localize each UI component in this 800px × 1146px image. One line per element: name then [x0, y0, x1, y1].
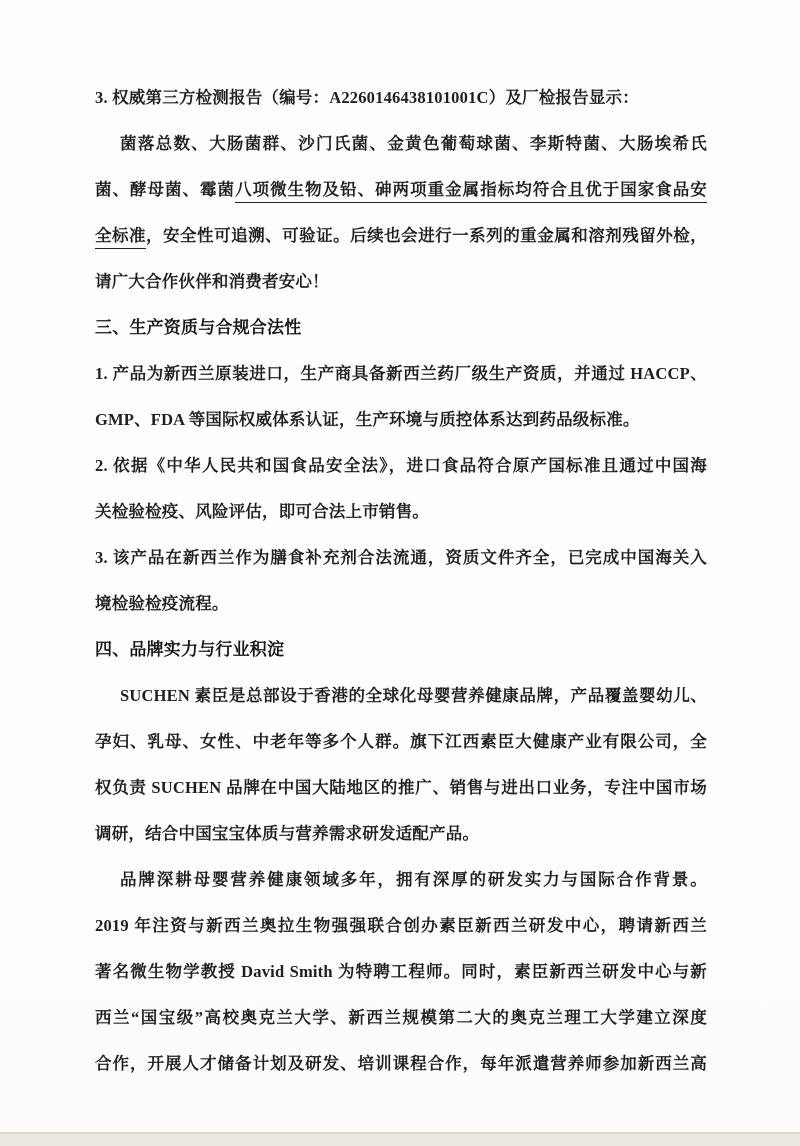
text-segment: 请广大合作伙伴和消费者安心！: [95, 272, 329, 291]
text-segment: ，安全性可追溯、可验证。后续也会进行一系列的重金属和溶剂残留外检，: [146, 226, 707, 245]
text-segment: SUCHEN 素臣是总部设于香港的全球化母婴营养健康品牌，产品覆盖婴幼儿、: [120, 686, 707, 705]
text-line: [95, 765, 707, 811]
text-segment: 孕妇、乳母、女性、中老年等多个人群。旗下江西素臣大健康产业有限公司，全: [95, 732, 707, 751]
text-segment: 1. 产品为新西兰原装进口，生产商具备新西兰药厂级生产资质，并通过 HACCP、: [95, 364, 707, 383]
document-body: [95, 75, 707, 1087]
text-line: [95, 719, 707, 765]
section-heading: [95, 627, 707, 673]
text-line: [95, 121, 707, 167]
text-line: [95, 351, 707, 397]
text-line: [95, 489, 707, 535]
text-line: [95, 995, 707, 1041]
text-line: [95, 443, 707, 489]
text-line: [95, 535, 707, 581]
text-line: [95, 903, 707, 949]
text-segment: 合作，开展人才储备计划及研发、培训课程合作，每年派遣营养师参加新西兰高: [95, 1054, 707, 1073]
underlined-text: 八项微生物及铅、砷两项重金属指标均符合且优于国家食品安: [235, 180, 707, 203]
text-line: [95, 213, 707, 259]
text-segment: 权负责 SUCHEN 品牌在中国大陆地区的推广、销售与进出口业务，专注中国市场: [95, 778, 707, 797]
text-segment: 著名微生物学教授 David Smith 为特聘工程师。同时，素臣新西兰研发中心与新: [95, 962, 707, 981]
page-bottom-edge: [0, 1132, 800, 1146]
text-segment: 境检验检疫流程。: [95, 594, 229, 613]
text-segment: 2019 年注资与新西兰奥拉生物强强联合创办素臣新西兰研发中心，聘请新西兰: [95, 916, 707, 935]
text-segment: GMP、FDA 等国际权威体系认证，生产环境与质控体系达到药品级标准。: [95, 410, 640, 429]
text-segment: 2. 依据《中华人民共和国食品安全法》，进口食品符合原产国标准且通过中国海: [95, 456, 707, 475]
text-segment: 3. 该产品在新西兰作为膳食补充剂合法流通，资质文件齐全，已完成中国海关入: [95, 548, 707, 567]
text-segment: 四、品牌实力与行业积淀: [95, 640, 285, 659]
text-segment: 3. 权威第三方检测报告（编号：A2260146438101001C）及厂检报告显示：: [95, 88, 639, 107]
text-line: [95, 811, 707, 857]
text-segment: 关检验检疫、风险评估，即可合法上市销售。: [95, 502, 429, 521]
text-line: [95, 259, 707, 305]
text-line: [95, 857, 707, 903]
text-segment: 品牌深耕母婴营养健康领域多年，拥有深厚的研发实力与国际合作背景。: [120, 870, 707, 889]
text-segment: 三、生产资质与合规合法性: [95, 318, 302, 337]
text-line: [95, 75, 707, 121]
underlined-text: 全标准: [95, 226, 146, 249]
text-line: [95, 949, 707, 995]
text-segment: 调研，结合中国宝宝体质与营养需求研发适配产品。: [95, 824, 480, 843]
text-line: [95, 397, 707, 443]
text-line: [95, 581, 707, 627]
text-segment: 西兰“国宝级”高校奥克兰大学、新西兰规模第二大的奥克兰理工大学建立深度: [95, 1008, 707, 1027]
text-segment: 菌、酵母菌、霉菌: [95, 180, 236, 199]
text-segment: 菌落总数、大肠菌群、沙门氏菌、金黄色葡萄球菌、李斯特菌、大肠埃希氏: [120, 134, 707, 153]
section-heading: [95, 305, 707, 351]
text-line: [95, 1041, 707, 1087]
text-line: [95, 673, 707, 719]
text-line: [95, 167, 707, 213]
